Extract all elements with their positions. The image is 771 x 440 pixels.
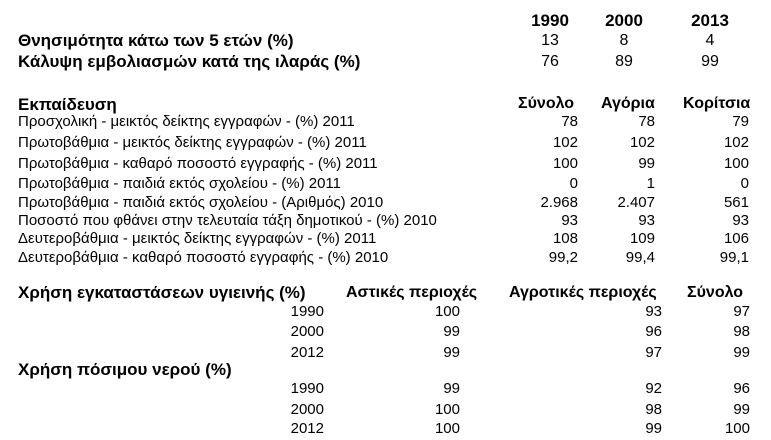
education-row-value: 93 <box>732 212 749 229</box>
cell-measles-2000: 89 <box>615 53 633 70</box>
water-row-value: 100 <box>724 420 750 437</box>
year-header-2013: 2013 <box>691 11 729 30</box>
water-row-value: 100 <box>434 401 460 418</box>
education-row-value: 106 <box>723 230 749 247</box>
sanitation-row-value: 93 <box>645 303 662 320</box>
education-header-boys: Αγόρια <box>601 95 655 112</box>
sanitation-row-year: 2012 <box>290 344 324 361</box>
water-row-value: 100 <box>434 420 460 437</box>
education-row-value: 78 <box>638 113 655 130</box>
education-row-value: 102 <box>552 134 578 151</box>
education-row-value: 78 <box>561 113 578 130</box>
education-row-value: 102 <box>723 134 749 151</box>
education-row-value: 2.407 <box>617 194 655 211</box>
cell-measles-2013: 99 <box>701 53 719 70</box>
cell-child-mortality-1990: 13 <box>541 32 559 49</box>
water-row-value: 99 <box>645 420 662 437</box>
education-row-value: 99,4 <box>625 249 655 266</box>
sanitation-row-value: 99 <box>733 344 750 361</box>
education-row-value: 93 <box>561 212 578 229</box>
sanitation-row-value: 98 <box>733 323 750 340</box>
water-row-year: 2012 <box>290 420 324 437</box>
cell-measles-1990: 76 <box>541 53 559 70</box>
water-row-value: 96 <box>733 380 750 397</box>
water-row-value: 99 <box>443 380 460 397</box>
year-header-2000: 2000 <box>605 11 643 30</box>
year-header-1990: 1990 <box>531 11 569 30</box>
education-header-total: Σύνολο <box>518 95 575 112</box>
education-row-value: 2.968 <box>540 194 578 211</box>
education-row-label: Πρωτοβάθμια - καθαρό ποσοστό εγγραφής - (%) 2011 <box>18 155 378 172</box>
sanitation-row-value: 97 <box>645 344 662 361</box>
education-row-label: Δευτεροβάθμια - καθαρό ποσοστό εγγραφής - (%) 2010 <box>18 249 389 266</box>
sanitation-row-year: 1990 <box>290 303 324 320</box>
row-label-measles-vaccination: Κάλυψη εμβολιασμών κατά της ιλαράς (%) <box>18 52 361 71</box>
education-header-girls: Κορίτσια <box>683 95 751 112</box>
water-title: Χρήση πόσιμου νερού (%) <box>18 360 232 379</box>
education-row-label: Πρωτοβάθμια - παιδιά εκτός σχολείου - (Αριθμός) 2010 <box>18 194 384 211</box>
sanitation-header-rural: Αγροτικές περιοχές <box>509 284 657 301</box>
sanitation-row-value: 99 <box>443 323 460 340</box>
sanitation-row-value: 96 <box>645 323 662 340</box>
sanitation-header-urban: Αστικές περιοχές <box>346 284 478 301</box>
education-row-label: Προσχολική - μεικτός δείκτης εγγραφών - (%) 2011 <box>18 113 355 130</box>
education-row-value: 0 <box>740 175 749 192</box>
education-row-value: 100 <box>723 155 749 172</box>
education-row-value: 102 <box>629 134 655 151</box>
water-row-year: 2000 <box>290 401 324 418</box>
sanitation-row-value: 100 <box>434 303 460 320</box>
education-row-value: 561 <box>723 194 749 211</box>
education-row-label: Δευτεροβάθμια - μεικτός δείκτης εγγραφών - (%) 2011 <box>18 230 377 247</box>
education-row-label: Ποσοστό που φθάνει στην τελευταία τάξη δημοτικού - (%) 2010 <box>18 212 437 229</box>
cell-child-mortality-2000: 8 <box>619 32 629 49</box>
education-row-value: 1 <box>646 175 655 192</box>
education-row-value: 79 <box>732 113 749 130</box>
education-row-value: 99,1 <box>719 249 749 266</box>
cell-child-mortality-2013: 4 <box>705 32 715 49</box>
education-row-value: 0 <box>569 175 578 192</box>
sanitation-title: Χρήση εγκαταστάσεων υγιεινής (%) <box>18 283 306 302</box>
education-row-value: 99 <box>638 155 655 172</box>
water-row-value: 98 <box>645 401 662 418</box>
education-row-value: 108 <box>552 230 578 247</box>
sanitation-row-value: 99 <box>443 344 460 361</box>
sanitation-row-value: 97 <box>733 303 750 320</box>
water-row-value: 99 <box>733 401 750 418</box>
education-title: Εκπαίδευση <box>18 95 117 114</box>
water-row-value: 92 <box>645 380 662 397</box>
education-row-label: Πρωτοβάθμια - παιδιά εκτός σχολείου - (%) 2011 <box>18 175 341 192</box>
sanitation-header-total: Σύνολο <box>687 284 744 301</box>
education-row-value: 109 <box>629 230 655 247</box>
sanitation-row-year: 2000 <box>290 323 324 340</box>
education-row-value: 100 <box>552 155 578 172</box>
education-row-value: 93 <box>638 212 655 229</box>
row-label-child-mortality: Θνησιμότητα κάτω των 5 ετών (%) <box>18 31 294 50</box>
water-row-year: 1990 <box>290 380 324 397</box>
education-row-value: 99,2 <box>548 249 578 266</box>
education-row-label: Πρωτοβάθμια - μεικτός δείκτης εγγραφών - (%) 2011 <box>18 134 367 151</box>
